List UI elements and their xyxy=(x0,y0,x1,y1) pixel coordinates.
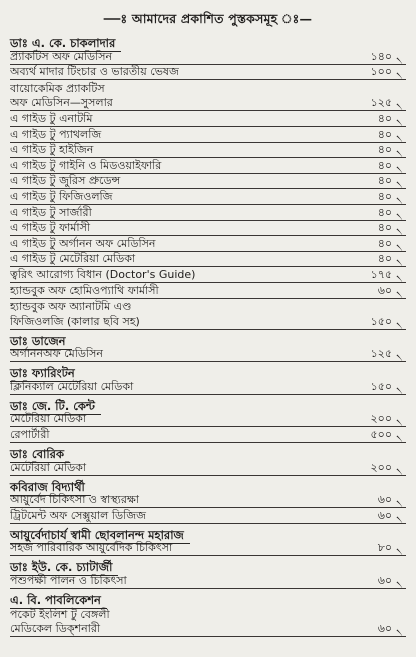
book-row xyxy=(10,267,406,283)
book-title: এ গাইড টু অর্গানন অফ মেডিসিন xyxy=(10,236,156,250)
book-title: প্র্যাকটিস অফ মেডিসিন xyxy=(10,49,113,63)
book-price: ৪০ xyxy=(377,158,392,172)
book-row xyxy=(10,111,406,127)
book-title: এ গাইড টু সার্জারী xyxy=(10,205,92,219)
book-title: অব্যর্থ মাদার টিংচার ও ভারতীয় ভেষজ xyxy=(10,65,179,79)
currency-mark: ৲ xyxy=(396,460,403,474)
currency-mark: ৲ xyxy=(396,252,403,266)
book-price: ৪০ xyxy=(377,221,392,235)
book-title: ত্বরিৎ আরোগ্য বিধান (Doctor's Guide) xyxy=(10,267,196,281)
book-row xyxy=(10,573,406,589)
author-heading-wrap xyxy=(10,524,406,541)
author-name: ডাঃ ফ্যারিংটন xyxy=(10,365,81,382)
currency-mark: ৲ xyxy=(396,541,403,555)
book-price: ১৪০ xyxy=(370,49,392,63)
book-title: ক্লিনিক্যাল মেটেরিয়া মেডিকা xyxy=(10,379,134,393)
book-price: ১৫০ xyxy=(370,379,392,393)
book-row xyxy=(10,80,406,96)
author-heading-wrap xyxy=(10,556,406,573)
currency-mark: ৲ xyxy=(396,379,403,393)
book-row xyxy=(10,379,406,395)
currency-mark: ৲ xyxy=(396,189,403,203)
currency-mark: ৲ xyxy=(396,158,403,172)
book-title: বায়োকেমিক প্র্যাকটিস xyxy=(10,81,105,95)
book-title: এ গাইড টু ফিজিওলজি xyxy=(10,189,113,203)
book-price: ৪০ xyxy=(377,143,392,157)
currency-mark: ৲ xyxy=(396,347,403,361)
book-title: এ গাইড টু জুরিস প্রুডেন্স xyxy=(10,174,121,188)
book-row xyxy=(10,65,406,81)
author-name: ডাঃ এ. কে. চাকলাদার xyxy=(10,35,121,52)
book-price: ৬০ xyxy=(377,508,392,522)
book-title: হ্যান্ডবুক অফ অ্যানাটমি এণ্ড xyxy=(10,300,132,314)
book-row xyxy=(10,236,406,252)
book-title: পকেট ইংলিশ টু বেঙ্গলী xyxy=(10,607,110,621)
author-heading-wrap xyxy=(10,476,406,493)
currency-mark: ৲ xyxy=(396,267,403,281)
book-row xyxy=(10,299,406,315)
book-price: ১২৫ xyxy=(370,96,392,110)
book-price: ৪০ xyxy=(377,236,392,250)
book-title: অর্গাননঅফ মেডিসিন xyxy=(10,347,103,361)
book-price: ৪০ xyxy=(377,111,392,125)
book-title: সহজ পারিবারিক আয়ুর্বেদিক চিকিৎসা xyxy=(10,541,173,555)
book-row xyxy=(10,622,406,638)
book-title: এ গাইড টু ফার্মাসী xyxy=(10,221,91,235)
book-row xyxy=(10,541,406,557)
book-title: এ গাইড টু হাইজিন xyxy=(10,143,94,157)
currency-mark: ৲ xyxy=(396,127,403,141)
author-name: ডাঃ বোরিক xyxy=(10,446,70,463)
currency-mark: ৲ xyxy=(396,412,403,426)
book-row xyxy=(10,189,406,205)
book-row xyxy=(10,460,406,476)
book-price: ৫০০ xyxy=(370,428,392,442)
book-row xyxy=(10,96,406,112)
book-row xyxy=(10,49,406,65)
currency-mark: ৲ xyxy=(396,65,403,79)
book-title: এ গাইড টু গাইনি ও মিডওয়াইফারি xyxy=(10,158,162,172)
author-name: ডাঃ ডাজেন xyxy=(10,333,72,350)
author-heading-wrap xyxy=(10,362,406,379)
author-heading-wrap xyxy=(10,330,406,347)
book-price: ১৫০ xyxy=(370,314,392,328)
book-price: ১০০ xyxy=(370,65,392,79)
book-title: মেটেরিয়া মেডিকা xyxy=(10,460,87,474)
currency-mark: ৲ xyxy=(396,174,403,188)
book-price: ১২৫ xyxy=(370,347,392,361)
currency-mark: ৲ xyxy=(396,574,403,588)
book-title: এ গাইড টু প্যাথলজি xyxy=(10,127,102,141)
book-title: ফিজিওলজি (কালার ছবি সহ) xyxy=(10,314,140,328)
book-title: এ গাইড টু মেটেরিয়া মেডিকা xyxy=(10,252,136,266)
currency-mark: ৲ xyxy=(396,314,403,328)
currency-mark: ৲ xyxy=(396,221,403,235)
book-row xyxy=(10,283,406,299)
book-price: ২০০ xyxy=(370,412,392,426)
book-price: ৬০ xyxy=(377,574,392,588)
currency-mark: ৲ xyxy=(396,508,403,522)
book-catalog xyxy=(10,32,406,637)
currency-mark: ৲ xyxy=(396,283,403,297)
book-row xyxy=(10,314,406,330)
book-price: ১৭৫ xyxy=(370,267,392,281)
author-heading-wrap xyxy=(10,395,406,412)
author-name: কবিরাজ বিদ্যার্থী xyxy=(10,479,91,496)
book-price: ৬০ xyxy=(377,622,392,636)
currency-mark: ৲ xyxy=(396,493,403,507)
author-name: আয়ুর্বেদাচার্য স্বামী ছোবলানন্দ মহারাজ xyxy=(10,527,190,544)
book-title: আয়ুর্বেদ চিকিৎসা ও স্বাস্থ্যরক্ষা xyxy=(10,493,139,507)
book-row xyxy=(10,158,406,174)
book-title: মেটেরিয়া মেডিকা xyxy=(10,412,87,426)
book-price: ২০০ xyxy=(370,460,392,474)
book-row xyxy=(10,606,406,622)
author-heading-wrap xyxy=(10,32,406,49)
author-heading-wrap xyxy=(10,443,406,460)
book-row xyxy=(10,205,406,221)
book-title: ট্রিটমেন্ট অফ সেক্সুয়াল ডিজিজ xyxy=(10,508,146,522)
book-price: ৪০ xyxy=(377,189,392,203)
book-row xyxy=(10,493,406,509)
author-heading-wrap xyxy=(10,589,406,606)
book-price: ৮০ xyxy=(377,541,392,555)
book-row xyxy=(10,174,406,190)
currency-mark: ৲ xyxy=(396,49,403,63)
book-title: হ্যান্ডবুক অফ হোমিওপ্যাথি ফার্মাসী xyxy=(10,283,159,297)
book-row xyxy=(10,427,406,443)
book-title: পশুপক্ষী পালন ও চিকিৎসা xyxy=(10,574,127,588)
book-price: ৬০ xyxy=(377,493,392,507)
book-row xyxy=(10,412,406,428)
book-price: ৪০ xyxy=(377,127,392,141)
currency-mark: ৲ xyxy=(396,96,403,110)
author-name: ডাঃ জে. টি. কেন্ট xyxy=(10,398,101,415)
book-row xyxy=(10,508,406,524)
book-title: অফ মেডিসিন—সুসলার xyxy=(10,96,113,110)
book-price: ৬০ xyxy=(377,283,392,297)
currency-mark: ৲ xyxy=(396,622,403,636)
page-heading: —ঃ আমাদের প্রকাশিত পুস্তকসমূহ ঃ— xyxy=(103,11,313,26)
book-row xyxy=(10,221,406,237)
author-name: এ. বি. পাবলিকেশন xyxy=(10,592,107,609)
book-price: ৪০ xyxy=(377,205,392,219)
book-title: রেপার্টারী xyxy=(10,428,50,442)
book-title: মেডিকেল ডিক্শনারী xyxy=(10,622,101,636)
currency-mark: ৲ xyxy=(396,428,403,442)
currency-mark: ৲ xyxy=(396,143,403,157)
book-title: এ গাইড টু এনাটমি xyxy=(10,111,93,125)
currency-mark: ৲ xyxy=(396,111,403,125)
book-price: ৪০ xyxy=(377,252,392,266)
currency-mark: ৲ xyxy=(396,205,403,219)
book-row xyxy=(10,347,406,363)
book-price: ৪০ xyxy=(377,174,392,188)
author-name: ডাঃ ইউ. কে. চ্যাটার্জী xyxy=(10,559,118,576)
book-row xyxy=(10,127,406,143)
currency-mark: ৲ xyxy=(396,236,403,250)
book-row xyxy=(10,252,406,268)
book-row xyxy=(10,143,406,159)
